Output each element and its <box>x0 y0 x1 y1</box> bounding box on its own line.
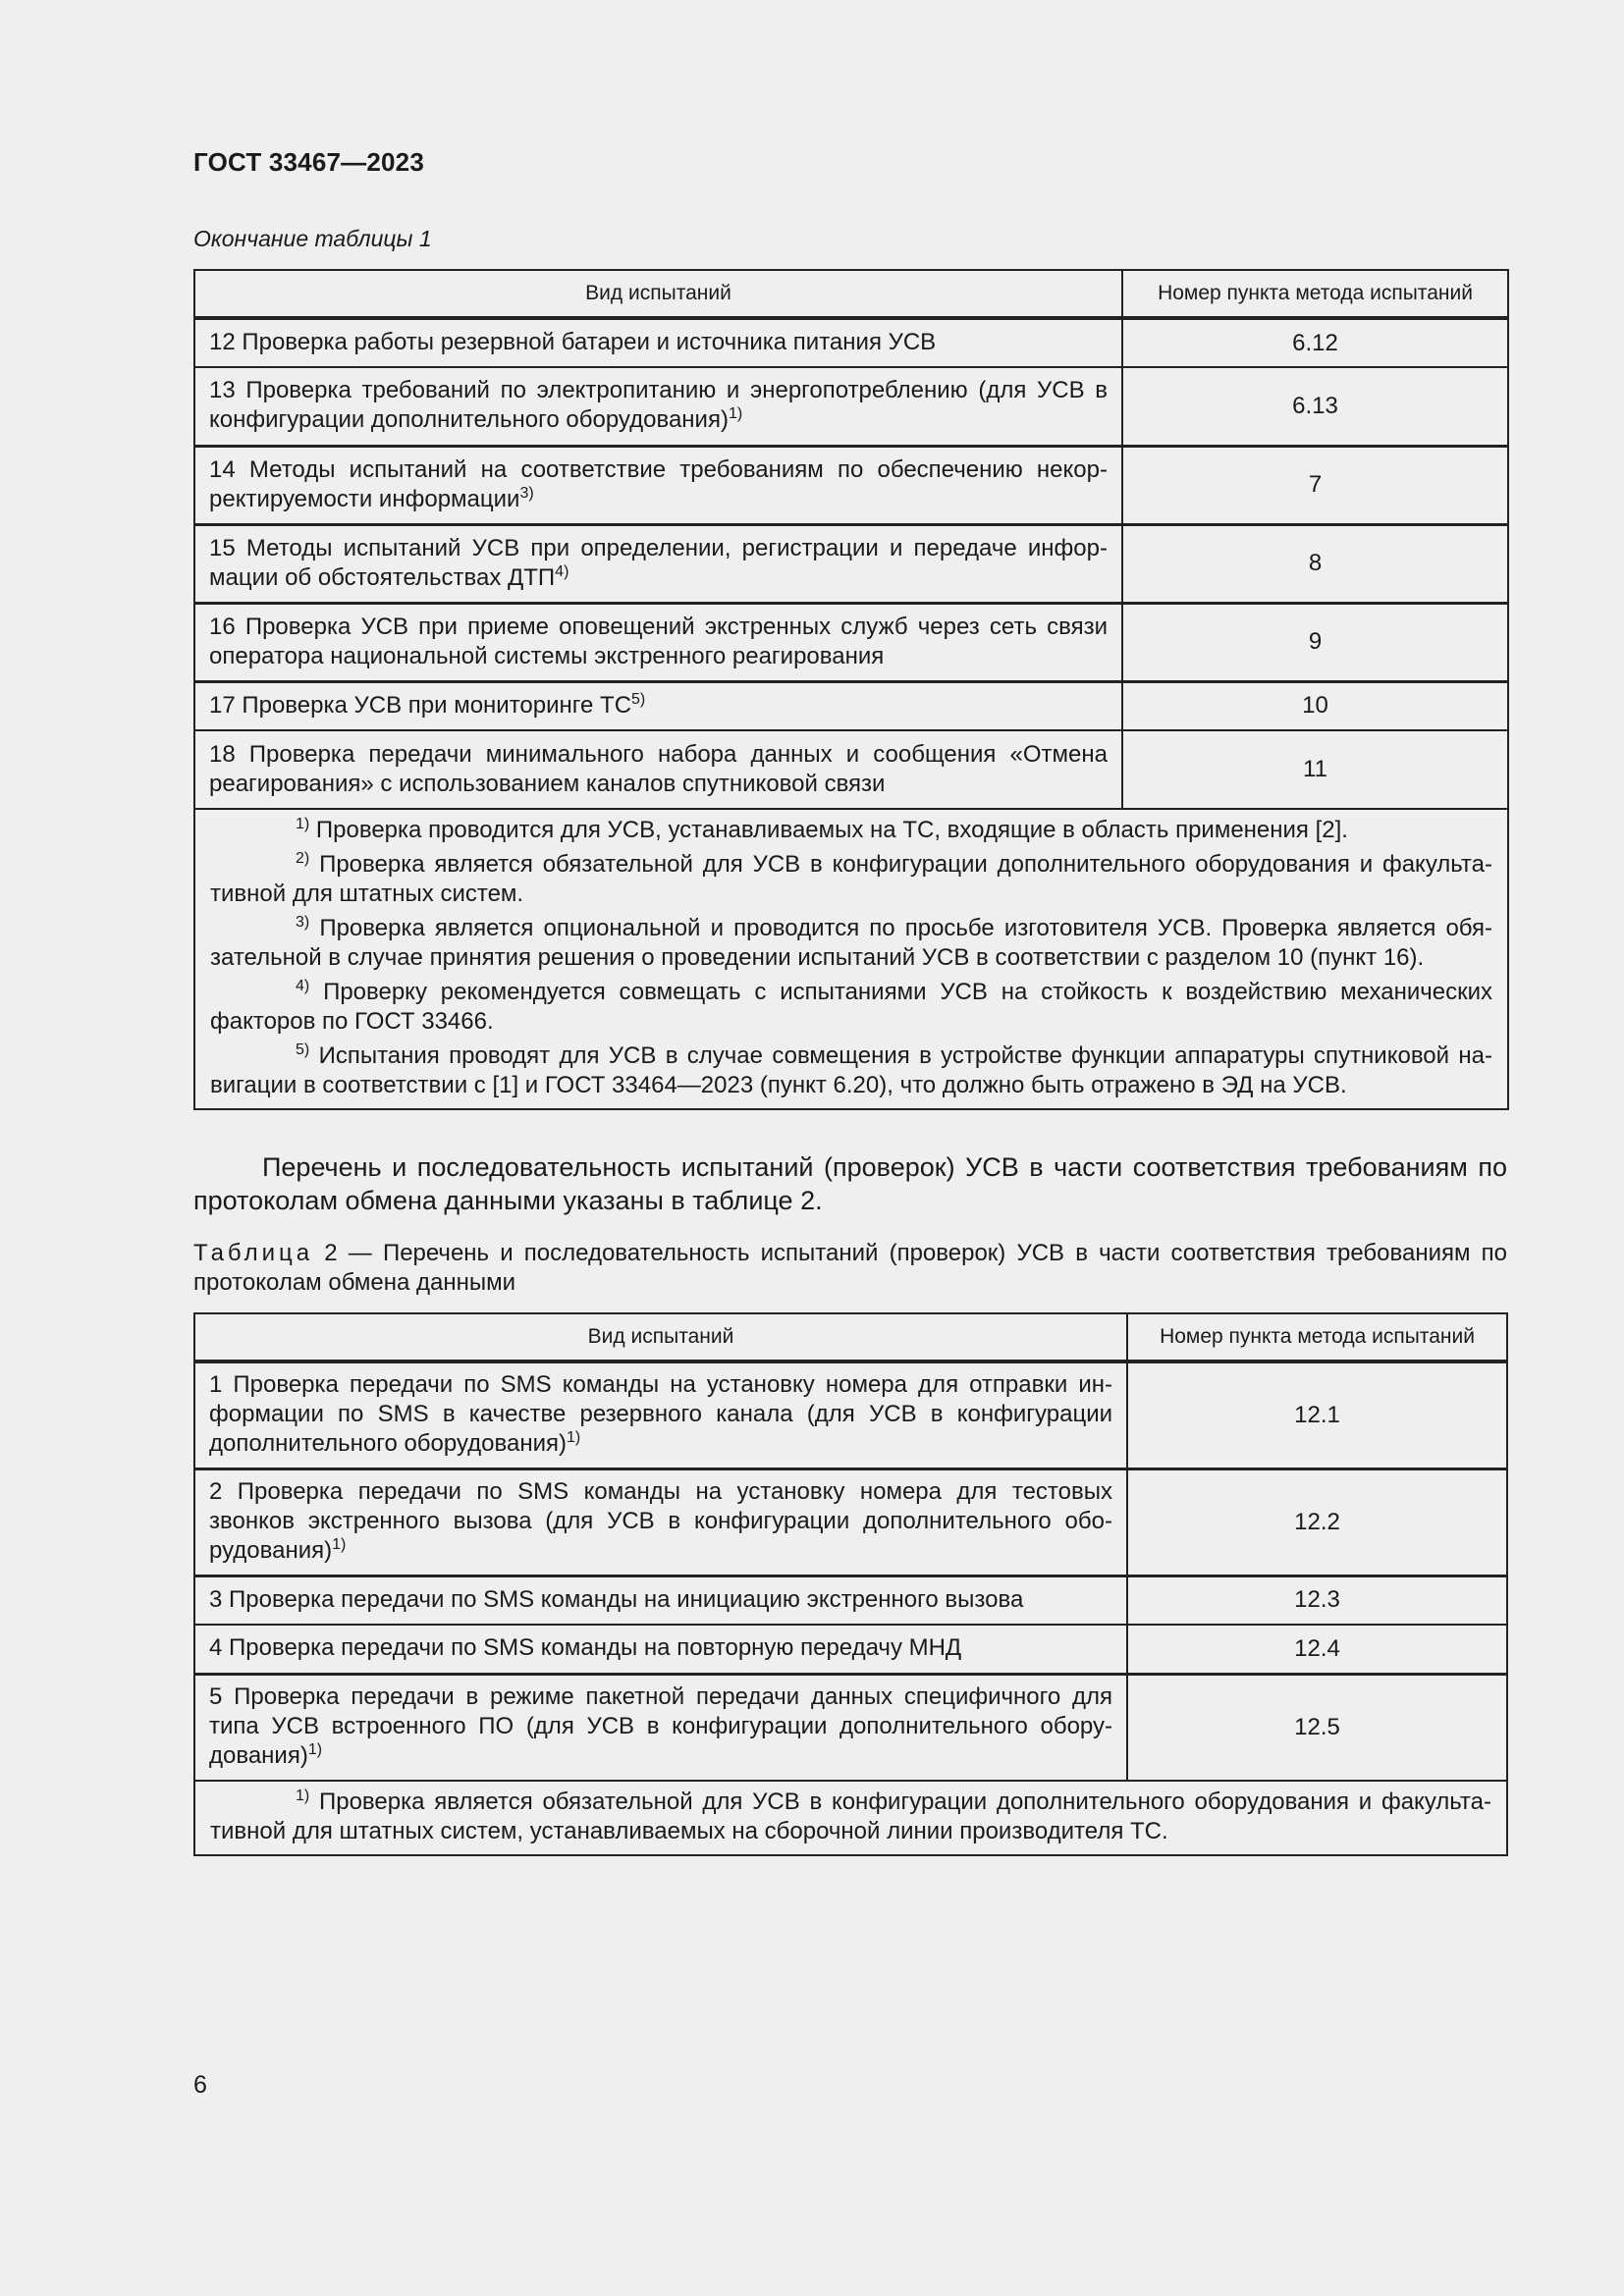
table-2 <box>193 1312 1508 1856</box>
table-1 <box>193 269 1509 1110</box>
footnote-text: Проверка проводится для УСВ, устанавливаемых на ТС, входящие в область применения [2]. <box>309 817 1348 843</box>
row-text: 5 Проверка передачи в режиме пакетной передачи данных специфичного для типа УСВ встроенного ПО (для УСВ в конфигурации дополнительного оборудования) <box>209 1683 1112 1770</box>
table-row <box>194 1625 1507 1674</box>
table-cell-num: 6.12 <box>1122 318 1508 367</box>
footnote-mark: 1) <box>296 816 310 832</box>
body-paragraph: Перечень и последовательность испытаний (проверок) УСВ в части соответствия требованиям по протоколам обмена данными указаны в таблице 2. <box>193 1152 1507 1215</box>
table-cell-num: 12.5 <box>1127 1674 1507 1781</box>
page-number: 6 <box>193 2071 207 2099</box>
row-text: 1 Проверка передачи по SMS команды на установку номера для отправки информации по SMS в качестве резервного канала (для УСВ в конфигурации дополнительного оборудования) <box>209 1371 1112 1458</box>
table2-col-name-header: Вид испытаний <box>194 1313 1127 1362</box>
table2-caption <box>193 1239 1507 1298</box>
table1-notes <box>194 809 1508 1109</box>
table-cell-num: 9 <box>1122 603 1508 681</box>
table1-continuation-caption: Окончание таблицы 1 <box>193 226 432 251</box>
row-text: 14 Методы испытаний на соответствие требованиям по обеспечению некорректируемости информации <box>209 455 1108 512</box>
footnote <box>210 978 1492 1037</box>
table1-header-row <box>194 270 1508 318</box>
table-cell-name <box>194 1575 1127 1625</box>
footnote <box>210 816 1492 845</box>
table2-notes-row <box>194 1781 1507 1855</box>
table-cell-num: 6.13 <box>1122 367 1508 446</box>
table-cell-num: 11 <box>1122 730 1508 809</box>
table-cell-num: 7 <box>1122 446 1508 524</box>
table2-caption-text: 2 — Перечень и последовательность испытаний (проверок) УСВ в части соответствия требованиям по протоколам обмена данными <box>193 1240 1507 1296</box>
table-row <box>194 1674 1507 1781</box>
table-row <box>194 524 1508 603</box>
table-row <box>194 1575 1507 1625</box>
footnote-text: Проверка является обязательной для УСВ в конфигурации дополнительного оборудования и факультативной для штатных систем, устанавливаемых на сборочной линии производителя ТС. <box>210 1789 1491 1844</box>
table-row <box>194 318 1508 367</box>
footnote-mark: 2) <box>296 850 310 867</box>
footnote-mark: 3) <box>519 484 534 502</box>
table-cell-name <box>194 446 1122 524</box>
table-row <box>194 1468 1507 1575</box>
table-cell-name <box>194 730 1122 809</box>
footnote <box>210 1788 1491 1846</box>
row-text: 3 Проверка передачи по SMS команды на инициацию экстренного вызова <box>209 1585 1024 1613</box>
table-row <box>194 1362 1507 1468</box>
table2-caption-label: Таблица <box>193 1240 314 1266</box>
footnote-text: Проверка является опциональной и проводится по просьбе изготовителя УСВ. Проверка является обязательной в случае принятия решения о проведении испытаний УСВ в соответствии с разделом 10 (пункт 16). <box>210 915 1492 971</box>
table-row <box>194 730 1508 809</box>
table-cell-num: 10 <box>1122 681 1508 730</box>
table1-col-num-header: Номер пункта метода испытаний <box>1122 270 1508 318</box>
table-cell-num: 12.4 <box>1127 1625 1507 1674</box>
row-text: 13 Проверка требований по электропитанию и энергопотреблению (для УСВ в конфигурации дополнительного оборудования) <box>209 377 1108 434</box>
row-text: 16 Проверка УСВ при приеме оповещений экстренных служб через сеть связи оператора национальной системы экстренного реагирования <box>209 613 1108 669</box>
table-cell-name <box>194 1674 1127 1781</box>
table-cell-name <box>194 681 1122 730</box>
table-cell-num: 8 <box>1122 524 1508 603</box>
table-cell-name <box>194 318 1122 367</box>
footnote <box>210 914 1492 973</box>
footnote-mark: 4) <box>296 978 310 994</box>
footnote-mark: 1) <box>728 405 743 423</box>
table2-notes <box>194 1781 1507 1855</box>
table1-col-name-header: Вид испытаний <box>194 270 1122 318</box>
footnote-mark: 1) <box>567 1429 581 1447</box>
table-row <box>194 681 1508 730</box>
table-cell-num: 12.1 <box>1127 1362 1507 1468</box>
footnote-mark: 4) <box>555 562 569 580</box>
row-text: 4 Проверка передачи по SMS команды на повторную передачу МНД <box>209 1634 962 1662</box>
row-text: 17 Проверка УСВ при мониторинге ТС <box>209 691 632 719</box>
footnote-mark: 1) <box>332 1536 347 1553</box>
footnote <box>210 1041 1492 1100</box>
footnote <box>210 850 1492 909</box>
row-text: 15 Методы испытаний УСВ при определении, регистрации и передаче информации об обстоятельствах ДТП <box>209 534 1108 591</box>
row-text: 12 Проверка работы резервной батареи и источника питания УСВ <box>209 329 937 355</box>
table-cell-num: 12.3 <box>1127 1575 1507 1625</box>
table-cell-num: 12.2 <box>1127 1468 1507 1575</box>
table2-header-row <box>194 1313 1507 1362</box>
row-text: 2 Проверка передачи по SMS команды на установку номера для тестовых звонков экстренного вызова (для УСВ в конфигурации дополнительного оборудования) <box>209 1478 1112 1564</box>
table2-col-num-header: Номер пункта метода испытаний <box>1127 1313 1507 1362</box>
footnote-text: Проверку рекомендуется совмещать с испытаниями УСВ на стойкость к воздействию механических факторов по ГОСТ 33466. <box>210 979 1492 1035</box>
table-row <box>194 603 1508 681</box>
footnote-mark: 5) <box>631 690 646 708</box>
table-cell-name <box>194 603 1122 681</box>
table-cell-name <box>194 367 1122 446</box>
footnote-mark: 1) <box>307 1741 323 1759</box>
footnote-mark: 3) <box>296 914 310 931</box>
footnote-text: Проверка является обязательной для УСВ в конфигурации дополнительного оборудования и факультативной для штатных систем. <box>210 851 1492 907</box>
table-row <box>194 367 1508 446</box>
table-cell-name <box>194 1468 1127 1575</box>
table1-notes-row <box>194 809 1508 1109</box>
table-cell-name <box>194 1625 1127 1674</box>
footnote-text: Испытания проводят для УСВ в случае совмещения в устройстве функции аппаратуры спутниковой навигации в соответствии с [1] и ГОСТ 33464—2023 (пункт 6.20), что должно быть отражено в ЭД на УСВ. <box>210 1042 1492 1098</box>
footnote-mark: 1) <box>296 1788 310 1804</box>
footnote-mark: 5) <box>296 1041 310 1058</box>
row-text: 18 Проверка передачи минимального набора данных и сообщения «Отмена реагирования» с использованием каналов спутниковой связи <box>209 740 1108 797</box>
table-cell-name <box>194 524 1122 603</box>
table-cell-name <box>194 1362 1127 1468</box>
document-code: ГОСТ 33467—2023 <box>193 147 424 177</box>
table-row <box>194 446 1508 524</box>
